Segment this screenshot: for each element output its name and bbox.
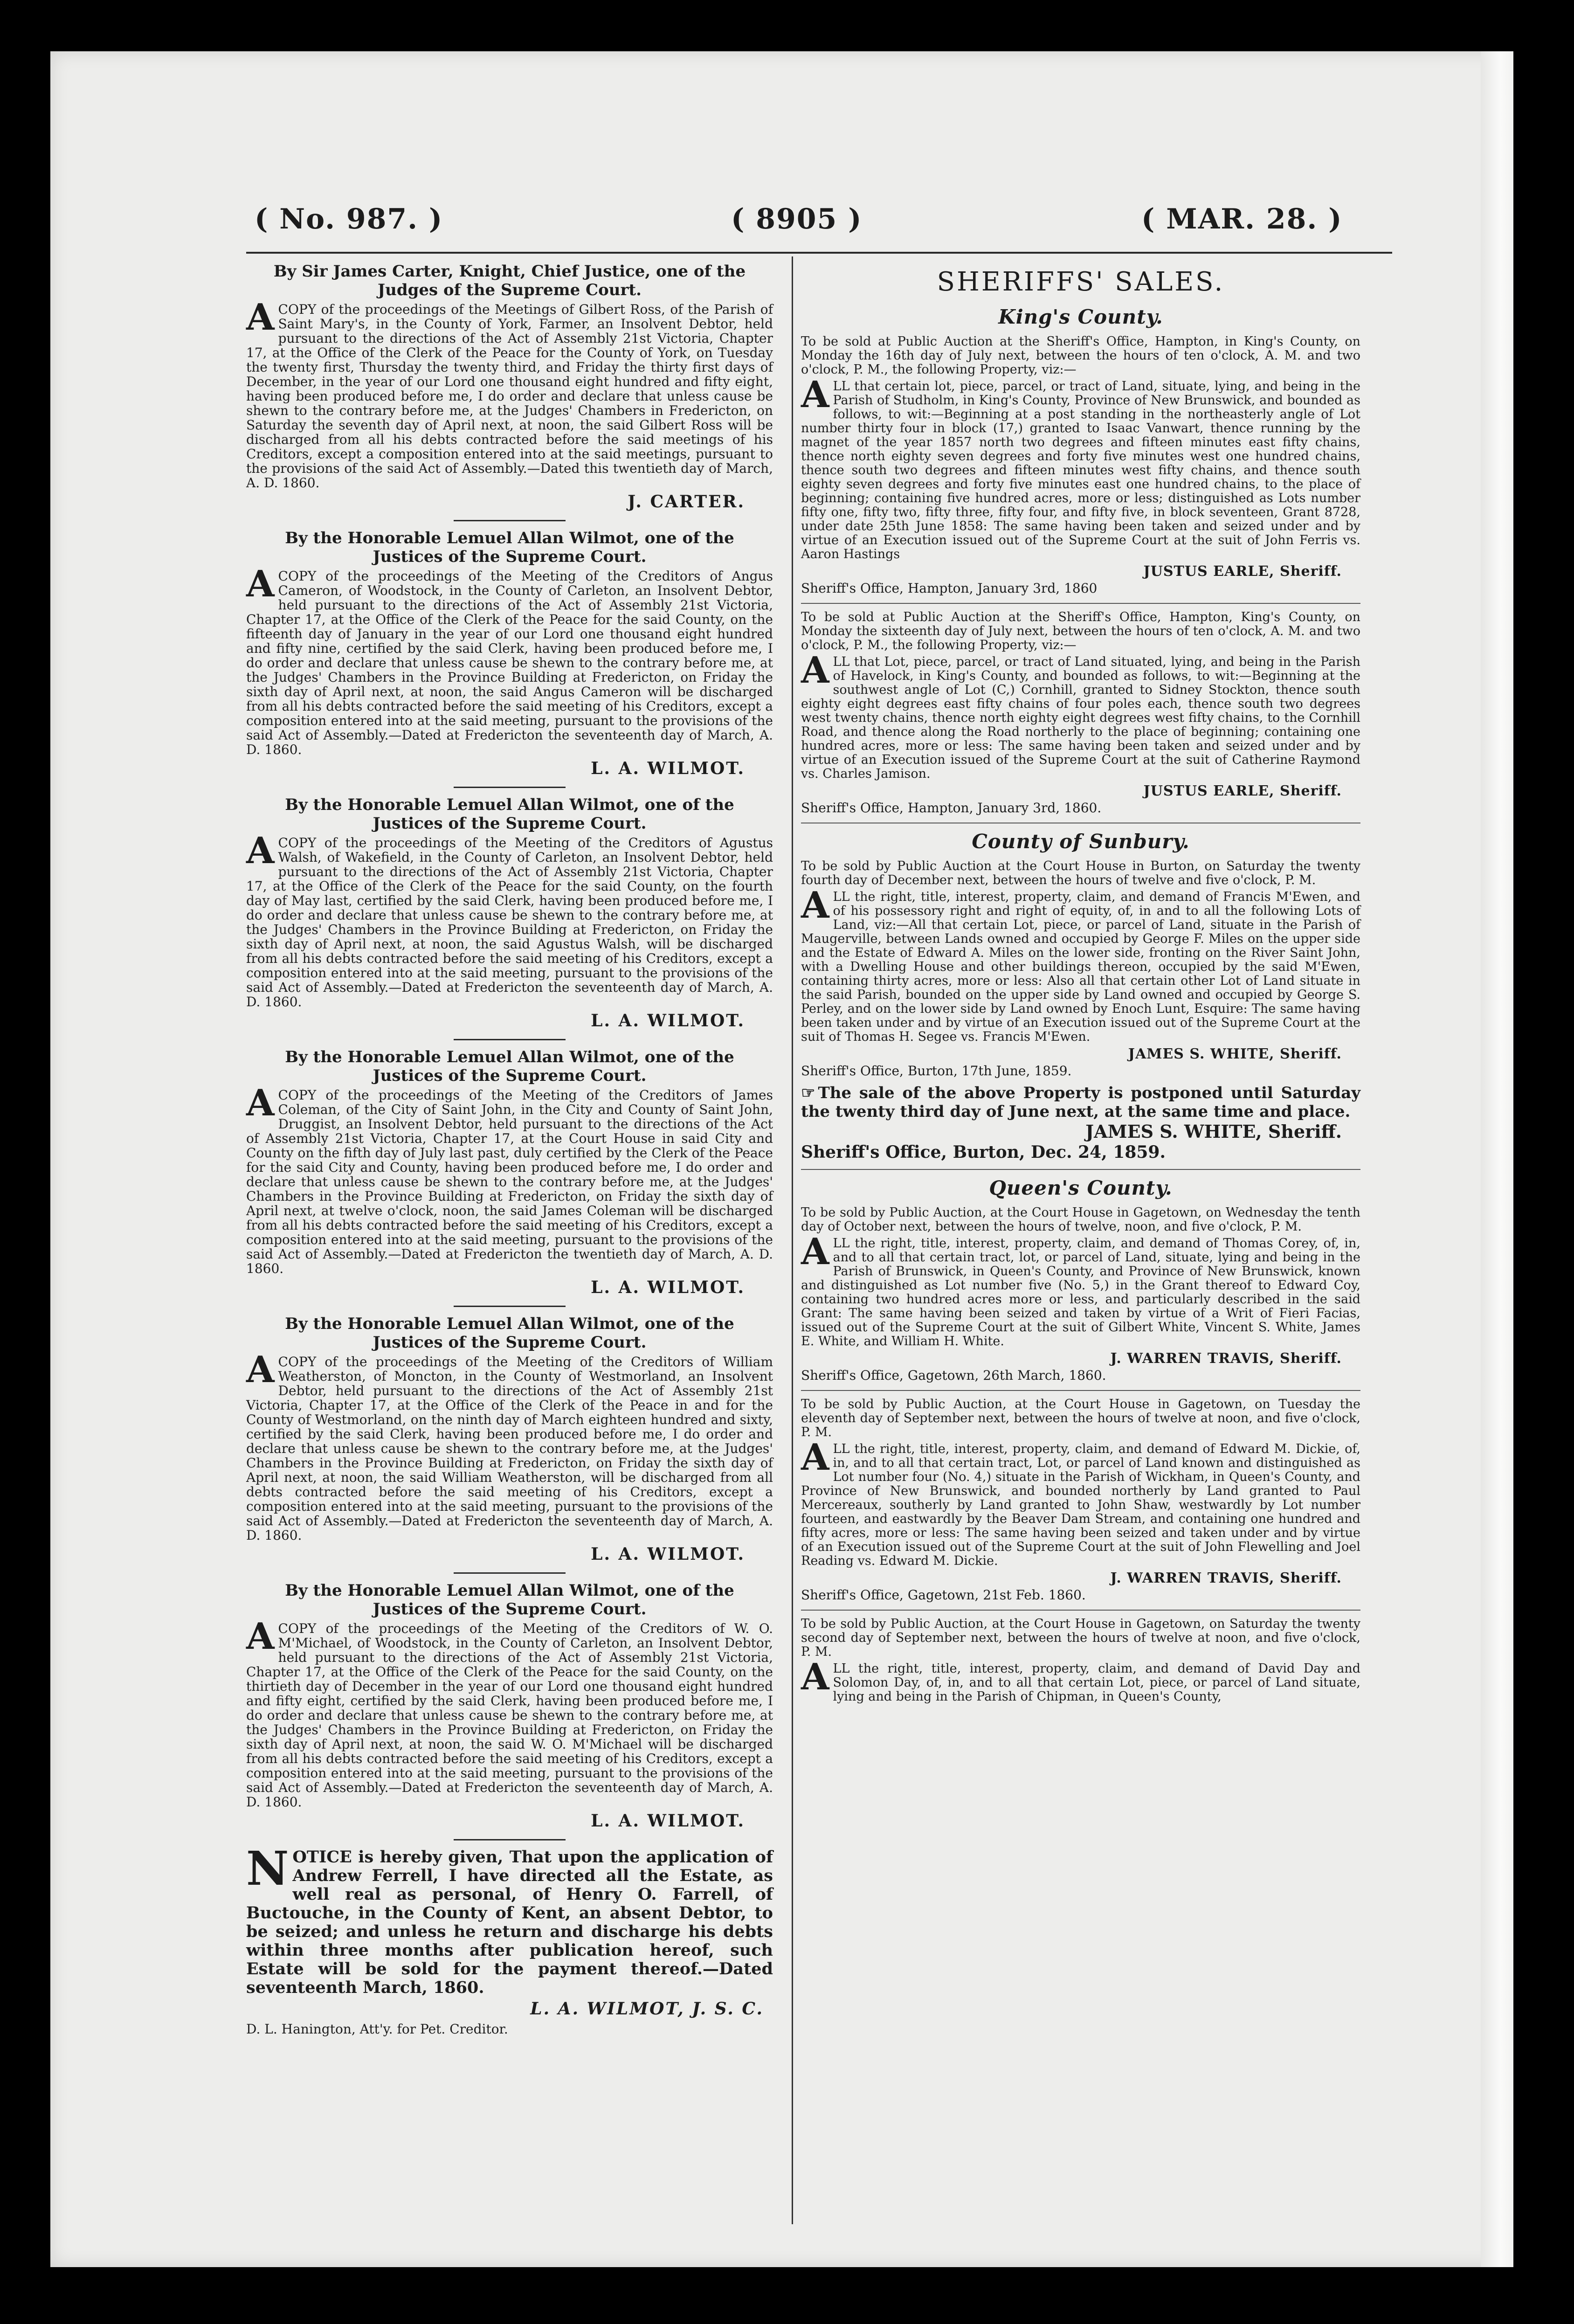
sale-text: LL the right, title, interest, property, claim, and demand of David Day and Solomon Day, of, in, and to all that certain Lot, piece, or parcel of Land situate, lying and being in the Parish of Chipman, in Queen's County, bbox=[833, 1661, 1360, 1704]
insolvency-notice bbox=[246, 1314, 773, 1564]
sheriff-office-date: Sheriff's Office, Hampton, January 3rd, 1860. bbox=[801, 800, 1102, 816]
insolvency-notice bbox=[246, 529, 773, 778]
notice-byline: By Sir James Carter, Knight, Chief Justice, one of the Judges of the Supreme Court. bbox=[273, 262, 746, 299]
notice-divider bbox=[454, 1039, 566, 1040]
sale-divider bbox=[801, 1390, 1360, 1391]
notice-signature: L. A. WILMOT. bbox=[591, 759, 745, 778]
sheriff-signature: JAMES S. WHITE, Sheriff. bbox=[1128, 1046, 1342, 1062]
notice-signature: J. CARTER. bbox=[628, 492, 745, 512]
drop-cap: A bbox=[801, 374, 829, 416]
sheriff-office-date: Sheriff's Office, Gagetown, 26th March, 1860. bbox=[801, 1368, 1106, 1383]
sale-notice bbox=[801, 335, 1360, 596]
attorney-line: D. L. Hanington, Att'y. for Pet. Creditor. bbox=[246, 2021, 508, 2037]
drop-cap: A bbox=[801, 1656, 829, 1698]
notice-signature: L. A. WILMOT. bbox=[591, 1544, 745, 1564]
right-column bbox=[801, 262, 1360, 1707]
notice-divider bbox=[454, 1306, 566, 1307]
sale-body bbox=[801, 1436, 1360, 1568]
newspaper-page bbox=[50, 51, 1513, 2267]
sale-divider bbox=[801, 1169, 1360, 1170]
notice-text: COPY of the proceedings of the Meeting of the Creditors of Agustus Walsh, of Wakefield, in the County of Carleton, an Insolvent Debtor, held pursuant to the directions of the Act of Assembly 21st Victoria, Chapter 17, at the Office of the Clerk of the Peace for the said County, on the fourth day of May last, certified by the said Clerk, having been produced before me, I do order and declare that unless cause be shewn to the contrary before me, at the Judges' Chambers in the Province Building at Fredericton, on Friday the sixth day of April next, at noon, the said Agustus Walsh, will be discharged from all his debts contracted before the said meeting of his Creditors, except a composition entered into at the said meeting, pursuant to the provisions of the said Act of Assembly.—Dated at Fredericton the seventeenth day of March, A. D. 1860. bbox=[246, 835, 773, 1010]
drop-cap: A bbox=[246, 563, 275, 605]
pointing-hand-icon: ☞ bbox=[801, 1084, 815, 1102]
notice-divider bbox=[454, 1839, 566, 1840]
drop-cap: A bbox=[246, 296, 275, 339]
header-rule bbox=[246, 252, 1392, 254]
sheriff-signature: J. WARREN TRAVIS, Sheriff. bbox=[1110, 1570, 1342, 1586]
sale-intro: To be sold by Public Auction, at the Court House in Gagetown, on Wednesday the tenth day of October next, between the hours of twelve, noon, and five o'clock, P. M. bbox=[801, 1205, 1360, 1234]
sale-notice bbox=[801, 1397, 1360, 1603]
insolvency-notice bbox=[246, 795, 773, 1031]
insolvency-notice bbox=[246, 1048, 773, 1297]
sheriff-signature: J. WARREN TRAVIS, Sheriff. bbox=[1110, 1350, 1342, 1367]
sale-text: LL the right, title, interest, property, claim, and demand of Edward M. Dickie, of, in, and to all that certain tract, Lot, or parcel of Land known and distinguished as Lot number four (No. 4,) situate in the Parish of Wickham, in Queen's County, and Province of New Brunswick, and bounded northerly by Land granted to Paul Mercereaux, southerly by Land granted to John Shaw, westwardly by Lot number fourteen, and eastwardly by the Beaver Dam Stream, and containing one hundred and fifty acres, more or less: The same having been seized and taken under and by virtue of an Execution issued out of the Supreme Court at the suit of John Flewelling and Joel Reading vs. Edward M. Dickie. bbox=[801, 1442, 1360, 1568]
left-column bbox=[246, 262, 773, 2046]
notice-divider bbox=[454, 787, 566, 788]
postponement-text: The sale of the above Property is postponed until Saturday the twenty third day of June next, at the same time and place. bbox=[801, 1084, 1360, 1121]
notice-byline: By the Honorable Lemuel Allan Wilmot, one of the Justices of the Supreme Court. bbox=[285, 795, 734, 833]
sale-body bbox=[801, 1231, 1360, 1349]
postponement-notice bbox=[801, 1084, 1360, 1121]
sale-text: LL the right, title, interest, property, claim, and demand of Francis M'Ewen, and of his possessory right and right of equity, of, in and to all the following Lots of Land, viz:—All that certain Lot, piece, or parcel of Land, situate in the Parish of Maugerville, between Lands owned and occupied by George F. Miles on the upper side and the Estate of Edward A. Miles on the lower side, fronting on the River Saint John, with a Dwelling House and other buildings thereon, occupied by the said M'Ewen, containing thirty acres, more or less: Also all that certain other Lot of Land situate in the said Parish, bounded on the upper side by Land owned and occupied by George S. Perley, and on the lower side by Land owned by Enoch Lunt, Esquire: The same having been taken under and by virtue of an Execution issued out of the Supreme Court at the suit of Thomas H. Segee vs. Francis M'Ewen. bbox=[801, 890, 1360, 1044]
sale-notice bbox=[801, 1206, 1360, 1383]
county-heading: Queen's County. bbox=[989, 1176, 1173, 1199]
notice-signature: L. A. WILMOT. bbox=[591, 1278, 745, 1297]
notice-text: COPY of the proceedings of the Meeting of the Creditors of Angus Cameron, of Woodstock, in the County of Carleton, an Insolvent Debtor, held pursuant to the directions of the Act of Assembly 21st Victoria, Chapter 17, at the Office of the Clerk of the Peace for the said County, on the fifteenth day of January in the year of our Lord one thousand eight hundred and fifty nine, certified by the said Clerk, having been produced before me, I do order and declare that unless cause be shewn to the contrary before me, at the Judges' Chambers in the Province Building at Fredericton, on Friday the sixth day of April next, at noon, the said Angus Cameron will be discharged from all his debts contracted before the said meeting of his Creditors, except a composition entered into at the said meeting, pursuant to the provisions of the said Act of Assembly.—Dated at Fredericton the seventeenth day of March, A. D. 1860. bbox=[246, 568, 773, 757]
sale-intro: To be sold by Public Auction, at the Court House in Gagetown, on Tuesday the eleventh day of September next, between the hours of twelve at noon, and five o'clock, P. M. bbox=[801, 1397, 1360, 1439]
drop-cap: A bbox=[801, 884, 829, 927]
page-number: ( 8905 ) bbox=[731, 203, 863, 235]
notice-body bbox=[246, 830, 773, 1010]
sheriff-signature: JUSTUS EARLE, Sheriff. bbox=[1143, 783, 1342, 799]
sale-body bbox=[801, 374, 1360, 561]
notice-body bbox=[246, 296, 773, 491]
notice-text: OTICE is hereby given, That upon the application of Andrew Ferrell, I have directed all the Estate, as well real as personal, of Henry O. Farrell, of Buctouche, in the County of Kent, an absent Debtor, to be seized; and unless he return and discharge his debts within three months after publication hereof, such Estate will be sold for the payment thereof.—Dated seventeenth March, 1860. bbox=[246, 1847, 773, 1997]
sale-intro: To be sold at Public Auction at the Sheriff's Office, Hampton, King's County, on Monday the sixteenth day of July next, between the hours of ten o'clock, A. M. and two o'clock, P. M., the following Property, viz:— bbox=[801, 610, 1360, 652]
notice-signature: L. A. WILMOT, J. S. C. bbox=[530, 1999, 764, 2019]
absent-debtor-notice bbox=[246, 1841, 773, 2037]
drop-cap: A bbox=[801, 1231, 829, 1273]
sale-divider bbox=[801, 1610, 1360, 1611]
sheriff-office-date: Sheriff's Office, Gagetown, 21st Feb. 1860. bbox=[801, 1587, 1086, 1603]
sale-notice bbox=[801, 1617, 1360, 1704]
sheriff-office-date: Sheriff's Office, Burton, Dec. 24, 1859. bbox=[801, 1142, 1166, 1162]
notice-signature: L. A. WILMOT. bbox=[591, 1011, 745, 1031]
notice-body bbox=[246, 1841, 773, 1997]
notice-byline: By the Honorable Lemuel Allan Wilmot, one of the Justices of the Supreme Court. bbox=[285, 1048, 734, 1085]
drop-cap: A bbox=[801, 1436, 829, 1479]
notice-byline: By the Honorable Lemuel Allan Wilmot, one of the Justices of the Supreme Court. bbox=[285, 1581, 734, 1618]
notice-divider bbox=[454, 520, 566, 521]
notice-body bbox=[246, 1349, 773, 1543]
notice-text: COPY of the proceedings of the Meeting of the Creditors of William Weatherston, of Moncton, in the County of Westmorland, an Insolvent Debtor, held pursuant to the directions of the Act of Assembly 21st Victoria, Chapter 17, at the Office of the Clerk of the Peace in and for the County of Westmorland, on the ninth day of March eighteen hundred and sixty, certified by the said Clerk, having been produced before me, I do order and declare that unless cause be shewn to the contrary before me, at the Judges' Chambers in the Province Building at Fredericton, on Friday the sixth day of April next, at noon, the said William Weatherston, will be discharged from all debts contracted before the said meeting of his Creditors, except a composition entered into at the said meeting, pursuant to the provisions of the said Act of Assembly.—Dated at Fredericton the seventeenth day of March, A. D. 1860. bbox=[246, 1354, 773, 1543]
notice-text: COPY of the proceedings of the Meeting of the Creditors of James Coleman, of the City of Saint John, in the City and County of Saint John, Druggist, an Insolvent Debtor, held pursuant to the directions of the Act of Assembly 21st Victoria, Chapter 17, at the Court House in said City and County on the fifth day of July last past, duly certified by the Clerk of the Peace for the said City and County, having been produced before me, I do order and declare that unless cause be shewn to the contrary before me, at the Judges' Chambers in the Province Building at Fredericton, on Friday the sixth day of April next, at twelve o'clock, noon, the said James Coleman will be discharged from all his debts contracted before the said meeting of his Creditors, except a composition entered into at the said meeting, pursuant to the provisions of the said Act of Assembly.—Dated at Fredericton the twentieth day of March, A. D. 1860. bbox=[246, 1087, 773, 1276]
sheriff-signature: JUSTUS EARLE, Sheriff. bbox=[1143, 563, 1342, 580]
drop-cap: A bbox=[246, 1349, 275, 1391]
insolvency-notice bbox=[246, 262, 773, 512]
page-fold-shadow bbox=[1481, 51, 1513, 2267]
drop-cap: A bbox=[246, 1082, 275, 1124]
sale-body bbox=[801, 1656, 1360, 1704]
notice-text: COPY of the proceedings of the Meetings of Gilbert Ross, of the Parish of Saint Mary's, in the County of York, Farmer, an Insolvent Debtor, held pursuant to the directions of the Act of Assembly 21st Victoria, Chapter 17, at the Office of the Clerk of the Peace for the County of York, on Tuesday the twenty first, Thursday the twenty third, and Friday the thirty first days of December, in the year of our Lord one thousand eight hundred and fifty eight, having been produced before me, I do order and declare that unless cause be shewn to the contrary before me, at the Judges' Chambers in Fredericton, on Saturday the seventh day of April next, at noon, the said Gilbert Ross will be discharged from all his debts contracted before the said meetings of his Creditors, except a composition entered into at the said meetings, pursuant to the provisions of the said Act of Assembly.—Dated this twentieth day of March, A. D. 1860. bbox=[246, 302, 773, 491]
drop-cap: N bbox=[246, 1841, 289, 1896]
issue-number: ( No. 987. ) bbox=[255, 203, 443, 235]
sale-intro: To be sold by Public Auction at the Court House in Burton, on Saturday the twenty fourth day of December next, between the hours of twelve and five o'clock, P. M. bbox=[801, 859, 1360, 887]
insolvency-notice bbox=[246, 1581, 773, 1831]
sale-text: LL the right, title, interest, property, claim, and demand of Thomas Corey, of, in, and to all that certain tract, lot, or parcel of Land, situate, lying and being in the Parish of Brunswick, in Queen's County, and Province of New Brunswick, known and distinguished as Lot number five (No. 5,) in the Grant thereof to Edward Coy, containing two hundred acres more or less, and particularly described in the said Grant: The same having been seized and taken by virtue of a Writ of Fieri Facias, issued out of the Supreme Court at the suit of Gilbert White, Vincent S. White, James E. White, and William H. White. bbox=[801, 1236, 1360, 1349]
sale-body bbox=[801, 884, 1360, 1044]
section-title: SHERIFFS' SALES. bbox=[937, 267, 1225, 297]
sheriff-office-date: Sheriff's Office, Burton, 17th June, 1859. bbox=[801, 1063, 1072, 1079]
issue-date: ( MAR. 28. ) bbox=[1141, 203, 1343, 235]
sheriff-office-date: Sheriff's Office, Hampton, January 3rd, 1860 bbox=[801, 581, 1098, 596]
notice-body bbox=[246, 1615, 773, 1810]
sheriff-signature: JAMES S. WHITE, Sheriff. bbox=[1085, 1121, 1342, 1142]
sale-body bbox=[801, 649, 1360, 781]
county-heading: King's County. bbox=[998, 305, 1163, 328]
sale-intro: To be sold by Public Auction, at the Court House in Gagetown, on Saturday the twenty second day of September next, between the hours of twelve at noon, and five o'clock, P. M. bbox=[801, 1617, 1360, 1659]
drop-cap: A bbox=[246, 1615, 275, 1658]
notice-body bbox=[246, 1082, 773, 1276]
sale-divider bbox=[801, 603, 1360, 604]
sale-notice bbox=[801, 610, 1360, 816]
drop-cap: A bbox=[246, 830, 275, 872]
notice-signature: L. A. WILMOT. bbox=[591, 1811, 745, 1831]
column-rule bbox=[792, 256, 793, 2224]
sale-text: LL that certain lot, piece, parcel, or tract of Land, situate, lying, and being in the Parish of Studholm, in King's County, Province of New Brunswick, and bounded as follows, to wit:—Beginning at a post standing in the northeasterly angle of Lot number thirty four in block (17,) granted to Isaac Vanwart, thence running by the magnet of the year 1857 north two degrees and fifteen minutes east fifty chains, thence north eighty seven degrees and forty five minutes west one hundred chains, thence south two degrees and fifteen minutes west fifty chains, and thence south eighty seven degrees and forty five minutes east one hundred chains, to the place of beginning; containing five hundred acres, more or less; distinguished as Lots number fifty one, fifty two, fifty three, fifty four, and fifty five, in block seventeen, Grant 8728, under date 25th June 1858: The same having been taken and seized under and by virtue of an Execution issued out of the Supreme Court at the suit of John Ferris vs. Aaron Hastings bbox=[801, 379, 1360, 561]
county-heading: County of Sunbury. bbox=[972, 830, 1190, 853]
sale-text: LL that Lot, piece, parcel, or tract of Land situated, lying, and being in the Parish of Havelock, in King's County, and bounded as follows, to wit:—Beginning at the southwest angle of Lot (C,) Cornhill, granted to Sidney Stockton, thence south eighty eight degrees east fifty chains of four poles each, thence south two degrees west twenty chains, thence north eighty eight degrees west fifty chains, to the Cornhill Road, and thence along the Road northerly to the place of beginning; containing one hundred acres, more or less: The same having been taken and seized under and by virtue of an Execution issued of the Supreme Court at the suit of Catherine Raymond vs. Charles Jamison. bbox=[801, 655, 1360, 781]
sale-intro: To be sold at Public Auction at the Sheriff's Office, Hampton, in King's County, on Monday the 16th day of July next, between the hours of ten o'clock, A. M. and two o'clock, P. M., the following Property, viz:— bbox=[801, 334, 1360, 377]
notice-divider bbox=[454, 1572, 566, 1574]
notice-body bbox=[246, 563, 773, 757]
notice-byline: By the Honorable Lemuel Allan Wilmot, one of the Justices of the Supreme Court. bbox=[285, 529, 734, 566]
notice-byline: By the Honorable Lemuel Allan Wilmot, one of the Justices of the Supreme Court. bbox=[285, 1314, 734, 1352]
notice-text: COPY of the proceedings of the Meeting of the Creditors of W. O. M'Michael, of Woodstock, in the County of Carleton, an Insolvent Debtor, held pursuant to the directions of the Act of Assembly 21st Victoria, Chapter 17, at the Office of the Clerk of the Peace for the said County, on the thirtieth day of December in the year of our Lord one thousand eight hundred and fifty eight, certified by the said Clerk, having been produced before me, I do order and declare that unless cause be shewn to the contrary before me, at the Judges' Chambers in the Province Building at Fredericton, on Friday the sixth day of April next, at noon, the said W. O. M'Michael will be discharged from all his debts contracted before the said meeting of his Creditors, except a composition entered into at the said meeting, pursuant to the provisions of the said Act of Assembly.—Dated at Fredericton the seventeenth day of March, A. D. 1860. bbox=[246, 1621, 773, 1810]
sale-notice bbox=[801, 859, 1360, 1162]
drop-cap: A bbox=[801, 649, 829, 692]
